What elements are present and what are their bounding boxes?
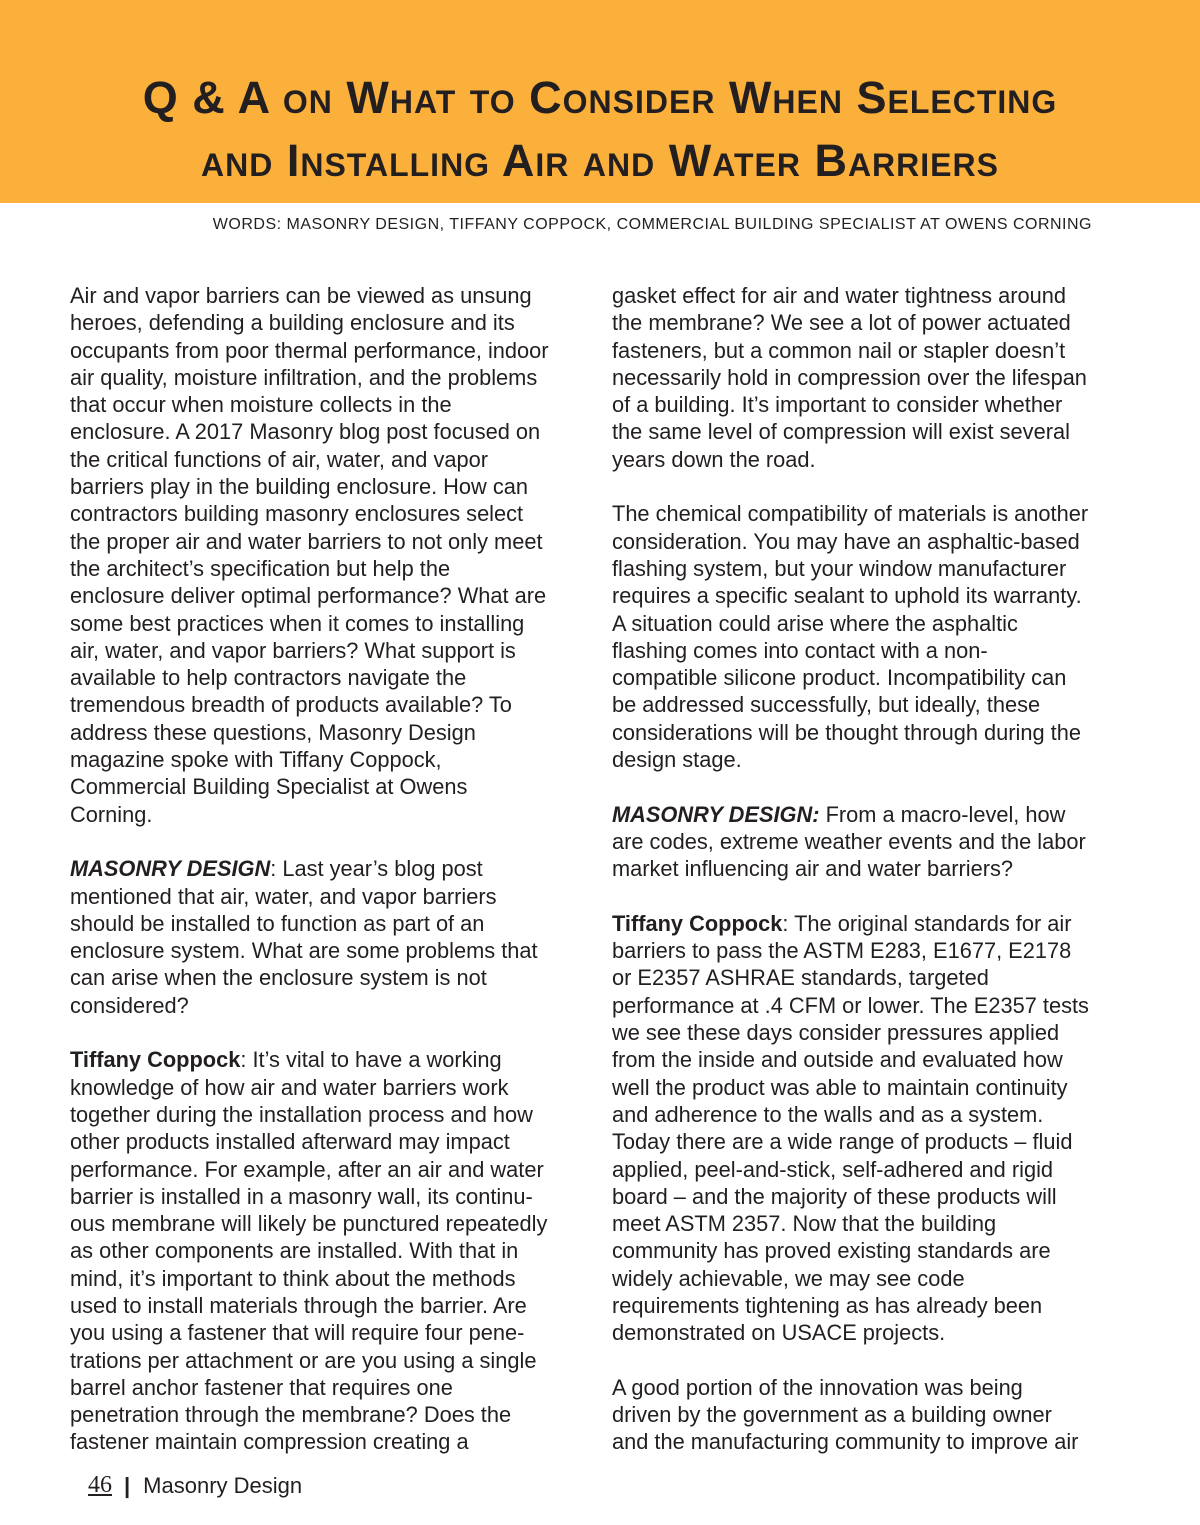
text-line: mentioned that air, water, and vapor barriers <box>70 883 497 909</box>
text-line: enclosure. A 2017 Masonry blog post focused on <box>70 419 541 445</box>
text-line: some best practices when it comes to installing <box>70 610 525 636</box>
answer-1-lead: : It’s vital to have a working <box>240 1047 502 1073</box>
text-line: necessarily hold in compression over the lifespan <box>612 364 1087 390</box>
page-footer <box>88 1472 302 1499</box>
answer-2-rest <box>612 937 1142 1346</box>
text-line: A good portion of the innovation was being <box>612 1374 1023 1400</box>
text-line: enclosure deliver optimal performance? What are <box>70 583 547 609</box>
text-line: flashing system, but your window manufacturer <box>612 555 1067 581</box>
text-line: well the product was able to maintain continuity <box>612 1074 1068 1100</box>
text-line: mind, it’s important to think about the methods <box>70 1265 516 1291</box>
government-innovation-paragraph <box>612 1374 1142 1456</box>
text-line: Corning. <box>70 801 153 827</box>
text-line: The chemical compatibility of materials is another <box>612 501 1089 527</box>
text-line: gasket effect for air and water tightness around <box>612 283 1066 308</box>
question-2-rest <box>612 828 1142 883</box>
text-line: barrel anchor fastener that requires one <box>70 1374 453 1400</box>
answer-1-continued-paragraph <box>612 282 1142 473</box>
answer-2-lead: : The original standards for air <box>782 910 1072 936</box>
page-number: 46 <box>88 1472 112 1498</box>
text-line: Today there are a wide range of products – fluid <box>612 1129 1073 1155</box>
footer-separator: | <box>124 1472 131 1498</box>
interviewee-label: Tiffany Coppock <box>70 1047 241 1073</box>
text-line: fasteners, but a common nail or stapler doesn’t <box>612 337 1066 363</box>
question-1-first-line <box>70 855 600 882</box>
text-line: the architect’s specification but help the <box>70 555 451 581</box>
text-line: enclosure system. What are some problems that <box>70 938 538 964</box>
text-line: barriers play in the building enclosure. How can <box>70 474 528 500</box>
interviewer-label: MASONRY DESIGN: <box>612 801 820 827</box>
text-line: performance at .4 CFM or lower. The E2357 tests <box>612 992 1089 1018</box>
intro-paragraph <box>70 282 600 828</box>
text-line: applied, peel-and-stick, self-adhered and rigid <box>612 1156 1054 1182</box>
text-line: penetration through the membrane? Does the <box>70 1402 512 1428</box>
text-line: flashing comes into contact with a non- <box>612 637 988 663</box>
text-line: used to install materials through the barrier. Are <box>70 1292 527 1318</box>
answer-2-paragraph <box>612 910 1142 1347</box>
text-line: driven by the government as a building owner <box>612 1402 1052 1428</box>
text-line: of a building. It’s important to consider whether <box>612 392 1063 418</box>
text-line: Air and vapor barriers can be viewed as unsung <box>70 283 532 308</box>
question-2-lead: From a macro-level, how <box>819 801 1066 827</box>
answer-2-first-line <box>612 910 1142 937</box>
answer-1-rest <box>70 1074 600 1456</box>
text-line: from the inside and outside and evaluated how <box>612 1047 1063 1073</box>
question-2-first-line <box>612 801 1142 828</box>
text-line: design stage. <box>612 747 742 773</box>
chemical-compatibility-paragraph <box>612 500 1142 773</box>
text-line: and the manufacturing community to improve air <box>612 1429 1079 1455</box>
text-line: the membrane? We see a lot of power actuated <box>612 310 1071 336</box>
title-line-2: and Installing Air and Water Barriers <box>201 135 999 186</box>
article-title <box>0 66 1200 192</box>
text-line: address these questions, Masonry Design <box>70 719 476 745</box>
text-line: we see these days consider pressures applied <box>612 1020 1060 1046</box>
text-line: consideration. You may have an asphaltic-based <box>612 528 1080 554</box>
text-line: heroes, defending a building enclosure and its <box>70 310 515 336</box>
text-line: community has proved existing standards are <box>612 1238 1051 1264</box>
answer-1-paragraph <box>70 1046 600 1455</box>
text-line: fastener maintain compression creating a <box>70 1429 469 1455</box>
text-line: as other components are installed. With that in <box>70 1238 519 1264</box>
text-line: the critical functions of air, water, and vapor <box>70 446 488 472</box>
text-line: compatible silicone product. Incompatibility can <box>612 665 1067 691</box>
text-line: market influencing air and water barriers? <box>612 856 1014 882</box>
text-line: air quality, moisture infiltration, and the problems <box>70 364 538 390</box>
interviewee-label: Tiffany Coppock <box>612 910 783 936</box>
text-line: should be installed to function as part of an <box>70 910 485 936</box>
text-line: be addressed successfully, but ideally, these <box>612 692 1041 718</box>
publication-name: Masonry Design <box>143 1472 303 1498</box>
question-1-rest <box>70 883 600 1019</box>
text-line: occupants from poor thermal performance, indoor <box>70 337 549 363</box>
text-line: available to help contractors navigate the <box>70 665 467 691</box>
header-banner <box>0 0 1200 203</box>
right-column <box>612 282 1142 1456</box>
text-line: widely achievable, we may see code <box>612 1265 965 1291</box>
text-line: magazine spoke with Tiffany Coppock, <box>70 747 442 773</box>
byline: WORDS: MASONRY DESIGN, TIFFANY COPPOCK, COMMERCIAL BUILDING SPECIALIST AT OWENS CORNING <box>212 216 1092 233</box>
text-line: the same level of compression will exist several <box>612 419 1070 445</box>
text-line: other products installed afterward may impact <box>70 1129 510 1155</box>
text-line: performance. For example, after an air and water <box>70 1156 544 1182</box>
text-line: considered? <box>70 992 189 1018</box>
text-line: you using a fastener that will require four pene- <box>70 1320 525 1346</box>
text-line: demonstrated on USACE projects. <box>612 1320 946 1346</box>
text-line: barrier is installed in a masonry wall, its continu- <box>70 1183 533 1209</box>
question-1-lead: : Last year’s blog post <box>270 856 483 882</box>
text-line: Commercial Building Specialist at Owens <box>70 774 468 800</box>
text-line: requirements tightening as has already been <box>612 1292 1043 1318</box>
title-line-1: Q & A on What to Consider When Selecting <box>142 72 1058 123</box>
question-1-paragraph <box>70 855 600 1019</box>
text-line: air, water, and vapor barriers? What support is <box>70 637 516 663</box>
text-line: contractors building masonry enclosures select <box>70 501 524 527</box>
text-line: and adherence to the walls and as a system. <box>612 1101 1044 1127</box>
text-line: requires a specific sealant to uphold its warranty. <box>612 583 1082 609</box>
text-line: knowledge of how air and water barriers work <box>70 1074 509 1100</box>
text-line: A situation could arise where the asphaltic <box>612 610 1018 636</box>
text-line: considerations will be thought through during the <box>612 719 1081 745</box>
text-line: ous membrane will likely be punctured repeatedly <box>70 1211 548 1237</box>
text-line: can arise when the enclosure system is not <box>70 965 487 991</box>
question-2-paragraph <box>612 801 1142 883</box>
text-line: board – and the majority of these products will <box>612 1183 1057 1209</box>
text-line: meet ASTM 2357. Now that the building <box>612 1211 997 1237</box>
text-line: years down the road. <box>612 446 816 472</box>
interviewer-label: MASONRY DESIGN <box>70 856 271 882</box>
text-line: that occur when moisture collects in the <box>70 392 452 418</box>
text-line: are codes, extreme weather events and the labor <box>612 828 1086 854</box>
text-line: the proper air and water barriers to not only meet <box>70 528 543 554</box>
text-line: or E2357 ASHRAE standards, targeted <box>612 965 989 991</box>
text-line: barriers to pass the ASTM E283, E1677, E2178 <box>612 938 1072 964</box>
text-line: trations per attachment or are you using a single <box>70 1347 537 1373</box>
answer-1-first-line <box>70 1046 600 1073</box>
text-line: together during the installation process and how <box>70 1101 533 1127</box>
text-line: tremendous breadth of products available? To <box>70 692 512 718</box>
left-column <box>70 282 600 1456</box>
